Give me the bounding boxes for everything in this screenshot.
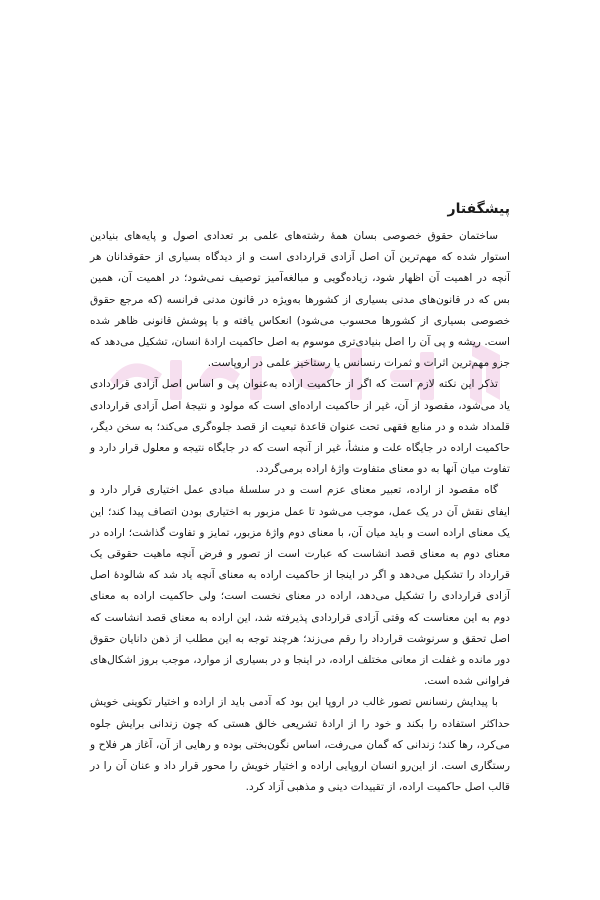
paragraph-4: با پیدایش رنسانس تصور غالب در اروپا این بود که آدمی باید از اراده و اختیار تکوینی خویش حداکثر استفاده را بکند و خود را از ارادهٔ تشریعی خالق هستی که چون زندانی برایش جلوه می‌کرد، رها کند؛ زندانی که گمان می‌رفت، اساس نگون‌بختی بوده و رهایی از آن، آغاز هر فلاح و رستگاری است. از این‌رو انسان اروپایی اراده و اختیار خویش را محور قرار داد و عنان آن را در قالب اصل حاکمیت اراده، از تقییدات دینی و مذهبی آزاد کرد. xyxy=(90,696,510,794)
document-page xyxy=(90,198,510,798)
paragraph-1: ساختمان حقوق خصوصی بسان همهٔ رشته‌های علمی بر تعدادی اصول و پایه‌های بنیادین استوار شده که مهم‌ترین آن اصل آزادی قراردادی است و از دیدگاه بسیاری از حقوقدانان هر آنچه در اهمیت آن اظهار شود، زیاده‌گویی و مبالغه‌آمیز توصیف نمی‌شود؛ در اهمیت آن، همین بس که در قانون‌های مدنی بسیاری از کشورها به‌ویژه در قانون مدنی فرانسه (که مرجع حقوق خصوصی بسیاری از کشورها محسوب می‌شود) انعکاس یافته و با پوشش قانونی ظاهر شده است. ریشه و پی آن را اصل بنیادی‌تری موسوم به اصل حاکمیت ارادهٔ انسان، تشکیل می‌دهد که جزو مهم‌ترین اثرات و ثمرات رنسانس یا رستاخیز علمی در اروپاست. xyxy=(90,230,510,370)
paragraph-2: تذکر این نکته لازم است که اگر از حاکمیت اراده به‌عنوان پی و اساس اصل آزادی قراردادی یاد می‌شود، مقصود از آن، غیر از حاکمیت اراده‌ای است که مولود و نتیجهٔ اصل آزادی قراردادی قلمداد شده و در منابع فقهی تحت عنوان قاعدهٔ تبعیت از قصد جلوه‌گری می‌کند؛ به سخن دیگر، حاکمیت اراده در جایگاه علت و منشأ، غیر از آنچه است که در جایگاه نتیجه و معلول قرار دارد و تفاوت میان آنها به دو معنای متفاوت واژهٔ اراده برمی‌گردد. xyxy=(90,378,510,476)
paragraph-3: گاه مقصود از اراده، تعبیر معنای عزم است و در سلسلهٔ مبادی عمل اختیاری قرار دارد و ایفای نقش آن در یک عمل، موجب می‌شود تا عمل مزبور به اختیاری بودن اتصاف پیدا کند؛ این یک معنای اراده است و باید میان آن، با معنای دوم واژهٔ مزبور، تمایز و تفاوت گذاشت؛ اراده در معنای دوم به معنای قصد انشاست که عبارت است از تصور و فرض آنچه ماهیت حقوقی یک قرارداد را تشکیل می‌دهد و اگر در اینجا از حاکمیت اراده به معنای آنچه یاد شد که شالودهٔ اصل آزادی قراردادی را تشکیل می‌دهد، اراده در معنای نخست است؛ ولی حاکمیت اراده به معنای دوم به این معناست که وقتی آزادی قراردادی پذیرفته شد، این اراده به معنای قصد انشاست که اصل تحقق و سرنوشت قرارداد را رقم می‌زند؛ هرچند توجه به این مطلب از ذهن دانایان حقوق دور مانده و غفلت از معانی مختلف اراده، در اینجا و در بسیاری از موارد، موجب بروز اشکال‌های فراوانی شده است. xyxy=(90,484,510,688)
page-title: پیشگفتار xyxy=(447,201,510,217)
